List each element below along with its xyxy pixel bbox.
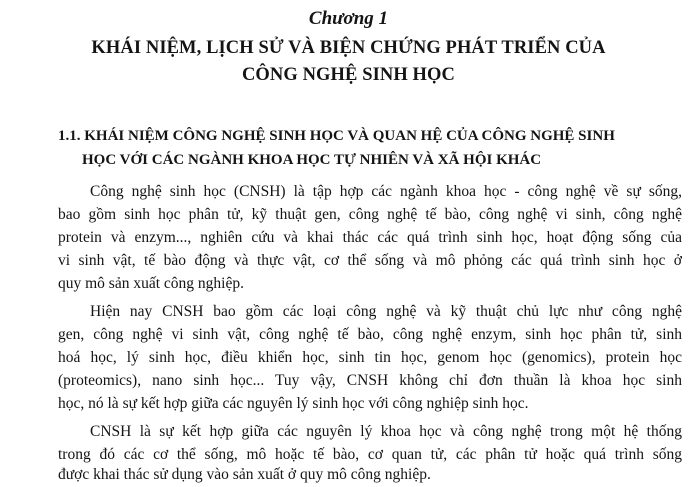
section-heading-line: 1.1. KHÁI NIỆM CÔNG NGHỆ SINH HỌC VÀ QUAN HỆ CỦA CÔNG NGHỆ SINH <box>58 128 615 144</box>
paragraph-line: protein và enzym..., nghiên cứu và khai thác các quá trình sinh học, hoạt động sống của <box>58 229 682 246</box>
paragraph-line: bao gồm sinh học phân tử, kỹ thuật gen, công nghệ tế bào, công nghệ vi sinh, công nghệ <box>58 206 682 223</box>
paragraph-line: Công nghệ sinh học (CNSH) là tập hợp các ngành khoa học - công nghệ về sự sống, <box>90 183 682 200</box>
paragraph-line: học, nó là sự kết hợp giữa các nguyên lý sinh học với công nghiệp sinh học. <box>58 395 529 412</box>
chapter-title-line: KHÁI NIỆM, LỊCH SỬ VÀ BIỆN CHỨNG PHÁT TRIỂN CỦA <box>91 38 606 58</box>
chapter-label: Chương 1 <box>308 8 389 29</box>
paragraph-line: hoá học, lý sinh học, điều khiển học, sinh tin học, genom học (genomics), protein học <box>58 349 682 366</box>
paragraph-line: (proteomics), nano sinh học... Tuy vậy, CNSH không chỉ đơn thuần là khoa học sinh <box>58 372 682 389</box>
paragraph-line: vi sinh vật, tế bào động và thực vật, cơ thể sống và mô phỏng các quá trình sinh học ở <box>58 252 682 269</box>
paragraph-line: CNSH là sự kết hợp giữa các nguyên lý khoa học và công nghệ trong một hệ thống <box>90 423 682 440</box>
paragraph-line: Hiện nay CNSH bao gồm các loại công nghệ và kỹ thuật chủ lực như công nghệ <box>90 303 682 320</box>
chapter-title-line: CÔNG NGHỆ SINH HỌC <box>241 65 456 85</box>
paragraph-line: quy mô sản xuất công nghiệp. <box>58 275 244 292</box>
paragraph-line: gen, công nghệ vi sinh vật, công nghệ tế bào, công nghệ enzym, sinh học phân tử, sinh <box>58 326 682 343</box>
section-heading-line: HỌC VỚI CÁC NGÀNH KHOA HỌC TỰ NHIÊN VÀ XÃ HỘI KHÁC <box>82 152 542 168</box>
paragraph-line: được khai thác sử dụng vào sản xuất ở quy mô công nghiệp. <box>58 466 431 483</box>
paragraph-line: trong đó các cơ thể sống, mô hoặc tế bào, cơ quan tử, các phân tử hoặc quá trình sống <box>58 446 682 463</box>
